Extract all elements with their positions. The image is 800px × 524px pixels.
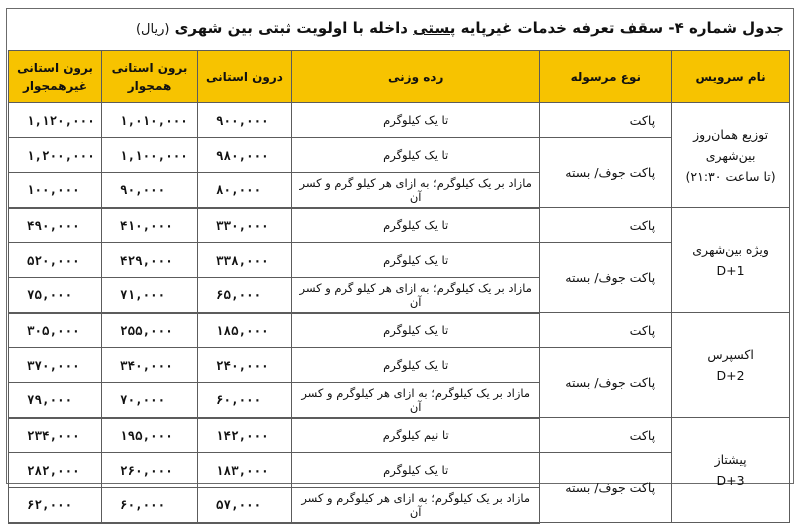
page-title <box>136 19 784 37</box>
price-inside-cell: ۳۳۰,۰۰۰ <box>198 208 292 243</box>
price-nonneighbor-cell: ۷۵,۰۰۰ <box>9 278 102 313</box>
header-service: نام سرویس <box>672 51 790 103</box>
price-nonneighbor-cell: ۳۷۰,۰۰۰ <box>9 348 102 383</box>
weight-class-cell: تا یک کیلوگرم <box>291 208 539 243</box>
service-name-cell <box>672 208 790 313</box>
service-name-line: توزیع همان‌روز <box>693 126 769 142</box>
price-inside-cell: ۹۰۰,۰۰۰ <box>198 103 292 138</box>
service-name-line: بین‌شهری <box>705 147 756 163</box>
weight-class-cell: تا یک کیلوگرم <box>291 103 539 138</box>
table-row <box>9 418 790 453</box>
package-type-cell: پاکت <box>540 208 672 243</box>
service-name-line: ویژه بین‌شهری <box>692 242 769 257</box>
price-nonneighbor-cell: ۲۳۴,۰۰۰ <box>9 418 102 453</box>
price-nonneighbor-cell: ۱,۱۲۰,۰۰۰ <box>9 103 102 138</box>
service-name-cell <box>672 103 790 208</box>
price-neighbor-cell: ۷۱,۰۰۰ <box>102 278 198 313</box>
header-row <box>9 51 790 103</box>
header-neighbor-province: برون استانی همجوار <box>102 51 198 103</box>
tariff-table <box>8 50 790 524</box>
header-nonneighbor-province: برون استانی غیرهمجوار <box>9 51 102 103</box>
price-neighbor-cell: ۱,۱۰۰,۰۰۰ <box>102 138 198 173</box>
weight-class-cell: تا یک کیلوگرم <box>291 453 539 488</box>
table-row <box>9 313 790 348</box>
service-name-line: D+3 <box>716 473 745 488</box>
price-inside-cell: ۹۸۰,۰۰۰ <box>198 138 292 173</box>
header-weight-class: رده وزنی <box>291 51 539 103</box>
price-neighbor-cell: ۱,۰۱۰,۰۰۰ <box>102 103 198 138</box>
table-row <box>9 103 790 138</box>
price-neighbor-cell: ۲۵۵,۰۰۰ <box>102 313 198 348</box>
price-nonneighbor-cell: ۴۹۰,۰۰۰ <box>9 208 102 243</box>
price-nonneighbor-cell: ۶۲,۰۰۰ <box>9 488 102 523</box>
title-underlined-word: پستی <box>413 19 456 37</box>
weight-class-cell: مازاد بر یک کیلوگرم؛ به ازای هر کیلو گرم و کسر آن <box>291 278 539 313</box>
price-inside-cell: ۱۸۳,۰۰۰ <box>198 453 292 488</box>
price-neighbor-cell: ۱۹۵,۰۰۰ <box>102 418 198 453</box>
table-row <box>9 208 790 243</box>
price-nonneighbor-cell: ۳۰۵,۰۰۰ <box>9 313 102 348</box>
price-inside-cell: ۵۷,۰۰۰ <box>198 488 292 523</box>
service-name-line: (تا ساعت ۲۱:۳۰) <box>685 168 776 184</box>
price-nonneighbor-cell: ۲۸۲,۰۰۰ <box>9 453 102 488</box>
price-neighbor-cell: ۴۲۹,۰۰۰ <box>102 243 198 278</box>
price-inside-cell: ۱۴۲,۰۰۰ <box>198 418 292 453</box>
weight-class-cell: تا یک کیلوگرم <box>291 243 539 278</box>
weight-class-cell: تا یک کیلوگرم <box>291 313 539 348</box>
package-type-cell: پاکت <box>540 418 672 453</box>
header-package-type: نوع مرسوله <box>540 51 672 103</box>
weight-class-cell: مازاد بر یک کیلوگرم؛ به ازای هر کیلو گرم و کسر آن <box>291 173 539 208</box>
price-inside-cell: ۶۵,۰۰۰ <box>198 278 292 313</box>
service-name-line: اکسپرس <box>707 347 754 362</box>
price-neighbor-cell: ۴۱۰,۰۰۰ <box>102 208 198 243</box>
package-type-cell: پاکت جوف/ بسته <box>540 348 672 418</box>
price-inside-cell: ۱۸۵,۰۰۰ <box>198 313 292 348</box>
weight-class-cell: تا یک کیلوگرم <box>291 138 539 173</box>
service-name-cell <box>672 313 790 418</box>
title-rest: داخله با اولویت ثبتی بین شهری <box>169 19 414 37</box>
price-inside-cell: ۳۳۸,۰۰۰ <box>198 243 292 278</box>
title-unit: (ریال) <box>135 22 170 37</box>
title-main: جدول شماره ۴- سقف تعرفه خدمات غیرپایه <box>455 19 784 37</box>
price-neighbor-cell: ۳۴۰,۰۰۰ <box>102 348 198 383</box>
price-neighbor-cell: ۶۰,۰۰۰ <box>102 488 198 523</box>
price-neighbor-cell: ۹۰,۰۰۰ <box>102 173 198 208</box>
table-body <box>9 103 790 523</box>
package-type-cell: پاکت جوف/ بسته <box>540 243 672 313</box>
price-inside-cell: ۶۰,۰۰۰ <box>198 383 292 418</box>
weight-class-cell: مازاد بر یک کیلوگرم؛ به ازای هر کیلوگرم و کسر آن <box>291 488 539 523</box>
header-inside-province: درون استانی <box>198 51 292 103</box>
price-neighbor-cell: ۲۶۰,۰۰۰ <box>102 453 198 488</box>
price-inside-cell: ۸۰,۰۰۰ <box>198 173 292 208</box>
price-nonneighbor-cell: ۱,۲۰۰,۰۰۰ <box>9 138 102 173</box>
service-name-line: D+1 <box>716 263 745 278</box>
weight-class-cell: مازاد بر یک کیلوگرم؛ به ازای هر کیلوگرم و کسر آن <box>291 383 539 418</box>
price-nonneighbor-cell: ۵۲۰,۰۰۰ <box>9 243 102 278</box>
price-inside-cell: ۲۴۰,۰۰۰ <box>198 348 292 383</box>
service-name-line: پیشتاز <box>714 452 747 467</box>
package-type-cell: پاکت جوف/ بسته <box>540 138 672 208</box>
package-type-cell: پاکت <box>540 313 672 348</box>
price-nonneighbor-cell: ۱۰۰,۰۰۰ <box>9 173 102 208</box>
package-type-cell: پاکت <box>540 103 672 138</box>
price-nonneighbor-cell: ۷۹,۰۰۰ <box>9 383 102 418</box>
weight-class-cell: تا نیم کیلوگرم <box>291 418 539 453</box>
service-name-cell <box>672 418 790 523</box>
service-name-line: D+2 <box>716 368 745 383</box>
weight-class-cell: تا یک کیلوگرم <box>291 348 539 383</box>
package-type-cell: پاکت جوف/ بسته <box>540 453 672 523</box>
price-neighbor-cell: ۷۰,۰۰۰ <box>102 383 198 418</box>
